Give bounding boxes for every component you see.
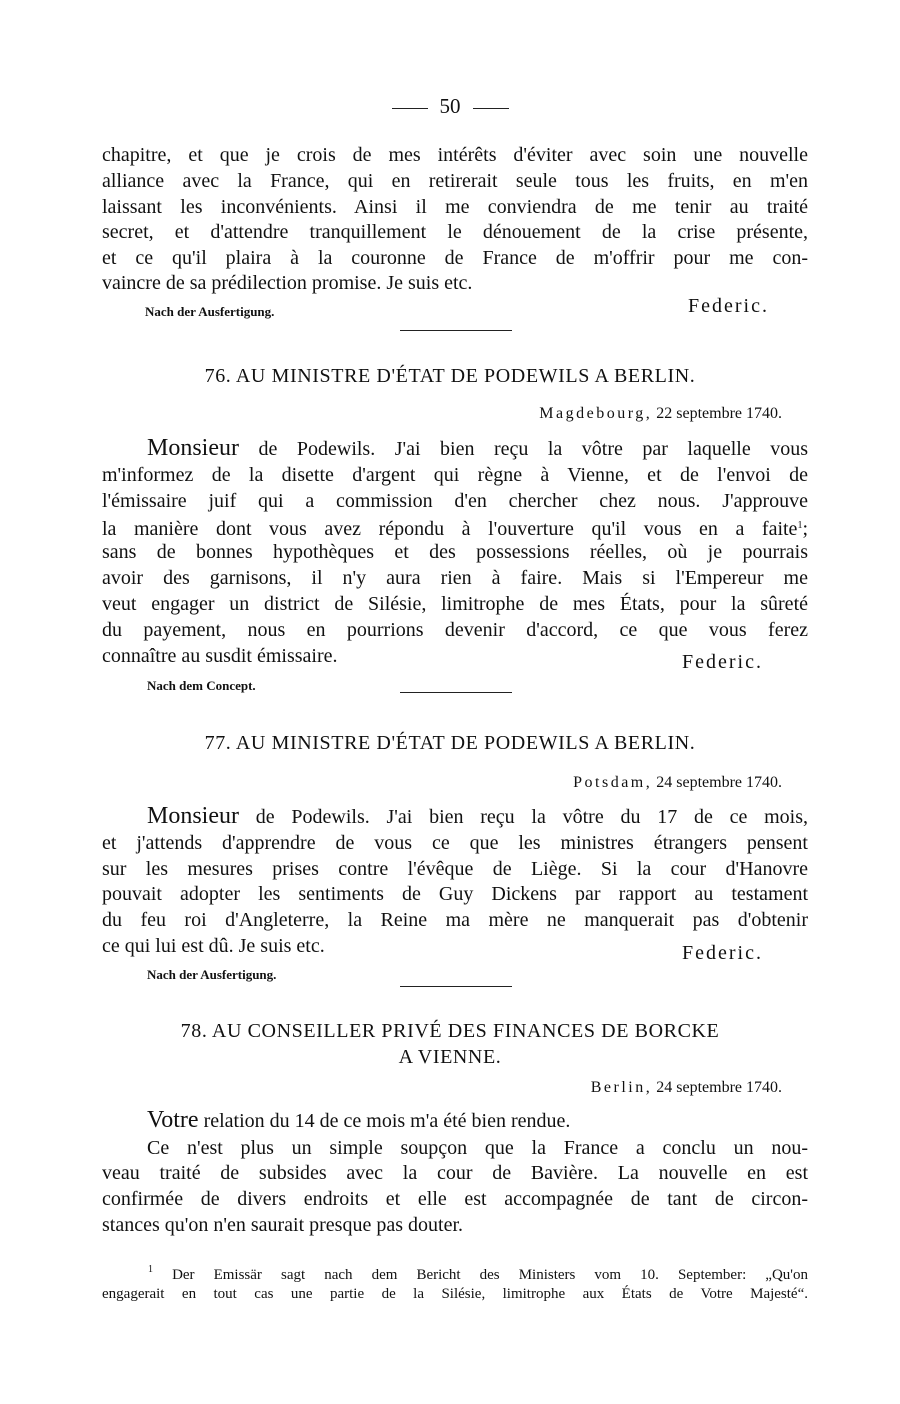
text-line: veut engager un district de Silésie, limitrophe de mes États, pour la sûreté [102, 593, 808, 615]
signature: Federic. [688, 295, 769, 317]
dash-right [473, 108, 509, 109]
separator-rule [400, 986, 512, 987]
footnote-marker: 1 [148, 1264, 153, 1275]
text-line: l'émissaire juif qui a commission d'en chercher chez nous. J'approuve [102, 490, 808, 512]
text-line [102, 435, 808, 462]
page-number: 50 [439, 94, 461, 118]
text-line: sans de bonnes hypothèques et des possessions réelles, où je pourrais [102, 541, 808, 563]
text-line [102, 803, 808, 830]
first-word: Votre [147, 1107, 199, 1133]
dateline-place: Magdebourg, [539, 405, 653, 422]
text-span: ; [802, 518, 808, 540]
first-word: Monsieur [147, 435, 239, 461]
footnote-marker: 1 [797, 520, 803, 531]
separator-rule [400, 692, 512, 693]
first-word: Monsieur [147, 803, 239, 829]
dateline-place: Potsdam, [573, 774, 653, 791]
dateline-78 [591, 1079, 782, 1097]
footnote-text: Der Emissär sagt nach dem Bericht des Ministers vom 10. September: „Qu'on [172, 1267, 808, 1283]
text-line: confirmée de divers endroits et elle est accompagnée de tant de circon- [102, 1188, 808, 1210]
letter-heading-76: 76. AU MINISTRE D'ÉTAT DE PODEWILS A BERLIN. [204, 365, 696, 387]
text-line [102, 513, 808, 542]
text-line: m'informez de la disette d'argent qui règne à Vienne, et de l'envoi de [102, 464, 808, 486]
source-note: Nach der Ausfertigung. [147, 967, 277, 982]
text-line: ce qui lui est dû. Je suis etc. [102, 935, 325, 957]
dateline-77 [573, 774, 782, 792]
text-line: stances qu'on n'en saurait presque pas douter. [102, 1214, 463, 1236]
dateline-place: Berlin, [590, 1079, 653, 1096]
text-line: et ce qu'il plaira à la couronne de France de m'offrir pour me con- [102, 247, 808, 269]
text-line: avoir des garnisons, il n'y aura rien à faire. Mais si l'Empereur me [102, 567, 808, 589]
text-line: Ce n'est plus un simple soupçon que la France a conclu un nou- [147, 1137, 808, 1159]
text-line: du payement, nous en pourrions devenir d'accord, ce que vous ferez [102, 619, 808, 641]
text-span: de Podewils. J'ai bien reçu la vôtre du 17 de ce mois, [255, 806, 808, 828]
dash-left [392, 108, 428, 109]
separator-rule [400, 330, 512, 331]
text-line: chapitre, et que je crois de mes intérêts d'éviter avec soin une nouvelle [102, 144, 808, 166]
letter-heading-78: 78. AU CONSEILLER PRIVÉ DES FINANCES DE BORCKE [180, 1020, 720, 1042]
text-line: veau traité de subsides avec la cour de Bavière. La nouvelle en est [102, 1162, 808, 1184]
dateline-date: 22 septembre 1740. [656, 405, 782, 422]
text-line [147, 1107, 570, 1134]
signature: Federic. [682, 942, 763, 964]
text-line: secret, et d'attendre tranquillement le dénouement de la crise présente, [102, 221, 808, 243]
source-note: Nach der Ausfertigung. [145, 304, 275, 319]
signature: Federic. [682, 651, 763, 673]
text-span: de Podewils. J'ai bien reçu la vôtre par laquelle vous [258, 438, 808, 460]
letter-heading-77: 77. AU MINISTRE D'ÉTAT DE PODEWILS A BERLIN. [204, 732, 696, 754]
text-line: connaître au susdit émissaire. [102, 645, 338, 667]
letter-heading-78-line2: A VIENNE. [398, 1046, 502, 1068]
text-span: relation du 14 de ce mois m'a été bien rendue. [203, 1110, 571, 1132]
text-line: pouvait adopter les sentiments de Guy Dickens par rapport au testament [102, 883, 808, 905]
footnote-line: engagerait en tout cas une partie de la Silésie, limitrophe aux États de Votre Majesté“. [102, 1286, 808, 1302]
dateline-date: 24 septembre 1740. [656, 774, 782, 791]
text-line: et j'attends d'apprendre de vous ce que les ministres étrangers pensent [102, 832, 808, 854]
text-line: alliance avec la France, qui en retirerait seule tous les fruits, en m'en [102, 170, 808, 192]
dateline-76 [539, 405, 782, 423]
dateline-date: 24 septembre 1740. [656, 1079, 782, 1096]
source-note: Nach dem Concept. [147, 678, 256, 693]
page-number-header [0, 94, 900, 119]
text-line: sur les mesures prises contre l'évêque de Liège. Si la cour d'Hanovre [102, 858, 808, 880]
text-line: du feu roi d'Angleterre, la Reine ma mère ne manquerait pas d'obtenir [102, 909, 808, 931]
text-span: la manière dont vous avez répondu à l'ouverture qu'il vous en a faite [102, 518, 798, 540]
text-line: laissant les inconvénients. Ainsi il me conviendra de me tenir au traité [102, 196, 808, 218]
text-line: vaincre de sa prédilection promise. Je suis etc. [102, 272, 473, 294]
